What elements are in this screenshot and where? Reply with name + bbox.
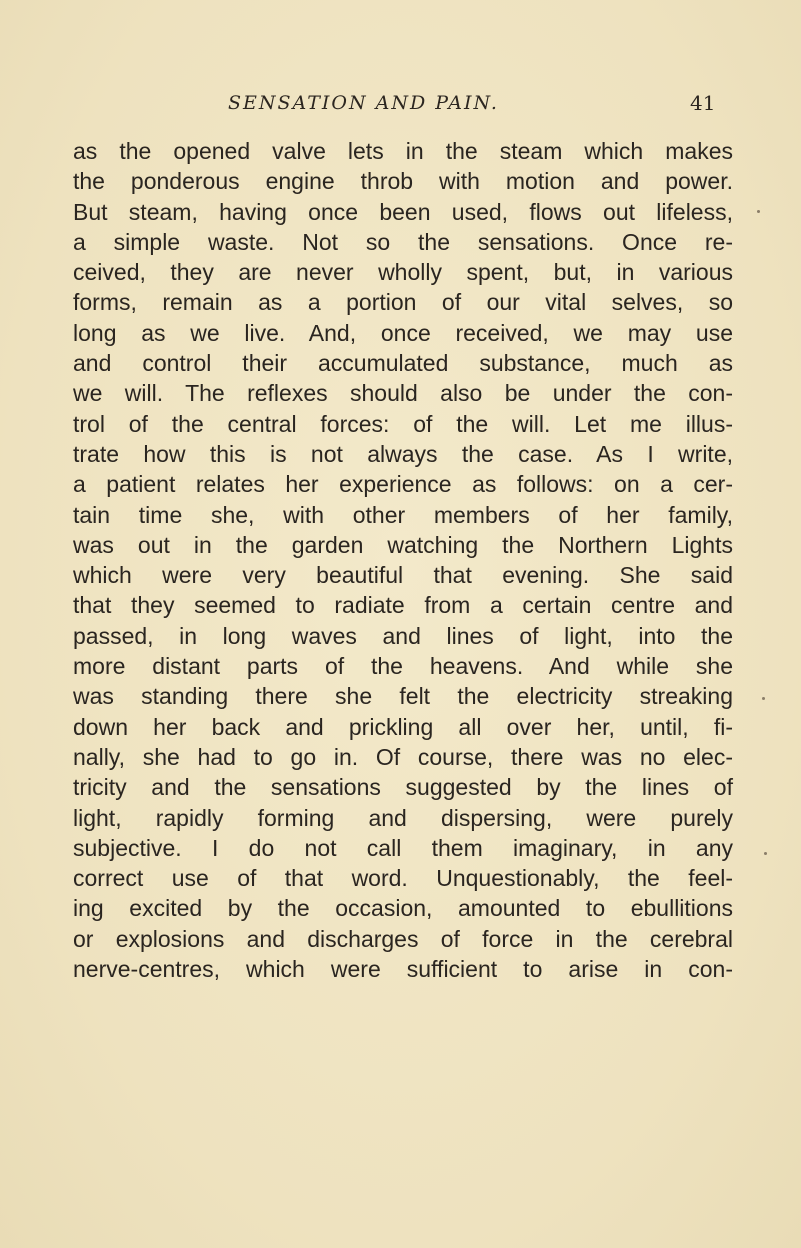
text-line: that they seemed to radiate from a certain centre and: [73, 592, 733, 619]
text-line: a patient relates her experience as follows: on a cer-: [73, 471, 733, 498]
running-head: [0, 92, 801, 122]
text-line: But steam, having once been used, flows out lifeless,: [73, 198, 733, 225]
text-line: light, rapidly forming and dispersing, were purely: [73, 804, 733, 831]
text-line: nerve-centres, which were sufficient to arise in con-: [73, 956, 733, 983]
text-line: tricity and the sensations suggested by the lines of: [73, 774, 733, 801]
text-line: we will. The reflexes should also be under the con-: [73, 380, 733, 407]
text-line: correct use of that word. Unquestionably, the feel-: [73, 865, 733, 892]
page-number: 41: [690, 91, 716, 115]
margin-speck: [764, 852, 767, 855]
text-line: was out in the garden watching the Northern Lights: [73, 531, 733, 558]
text-line: down her back and prickling all over her, until, fi-: [73, 713, 733, 740]
text-line: tain time she, with other members of her family,: [73, 501, 733, 528]
text-line: or explosions and discharges of force in the cerebral: [73, 925, 733, 952]
text-line: ceived, they are never wholly spent, but, in various: [73, 259, 733, 286]
running-title: SENSATION AND PAIN.: [228, 92, 499, 114]
margin-speck: [762, 697, 765, 700]
text-line: which were very beautiful that evening. She said: [73, 562, 733, 589]
margin-speck: [757, 210, 760, 213]
text-line: subjective. I do not call them imaginary, in any: [73, 834, 733, 861]
body-text: [73, 136, 733, 984]
text-line: forms, remain as a portion of our vital selves, so: [73, 289, 733, 316]
text-line: the ponderous engine throb with motion and power.: [73, 168, 733, 195]
text-line: trate how this is not always the case. As I write,: [73, 440, 733, 467]
text-line: ing excited by the occasion, amounted to ebullitions: [73, 895, 733, 922]
text-line: passed, in long waves and lines of light, into the: [73, 622, 733, 649]
text-line: long as we live. And, once received, we may use: [73, 319, 733, 346]
text-line: a simple waste. Not so the sensations. Once re-: [73, 228, 733, 255]
text-line: as the opened valve lets in the steam which makes: [73, 138, 733, 164]
text-line: and control their accumulated substance, much as: [73, 350, 733, 377]
text-line: nally, she had to go in. Of course, there was no elec-: [73, 743, 733, 770]
text-line: more distant parts of the heavens. And while she: [73, 653, 733, 680]
text-line: trol of the central forces: of the will. Let me illus-: [73, 410, 733, 437]
text-line: was standing there she felt the electricity streaking: [73, 683, 733, 710]
